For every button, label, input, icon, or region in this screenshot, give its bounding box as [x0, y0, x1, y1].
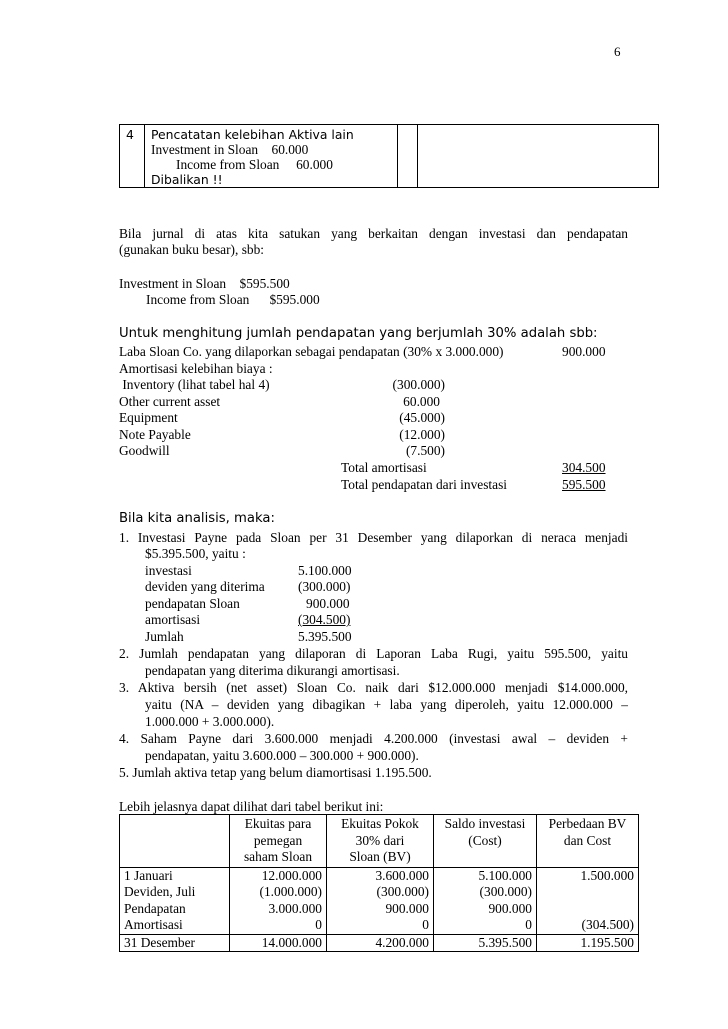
analysis-item: yaitu (NA – deviden yang dibagikan + laba yang diperoleh, yaitu 12.000.000 –	[145, 697, 628, 712]
table-row-total	[120, 934, 639, 952]
journal-title: Pencatatan kelebihan Aktiva lain	[151, 127, 354, 142]
cell-value: 0	[434, 917, 537, 934]
row-label: Amortisasi	[120, 917, 230, 934]
analysis-item: 2. Jumlah pendapatan yang dilaporan di Laporan Laba Rugi, yaitu 595.500, yaitu	[119, 646, 628, 661]
calc-item-label: Inventory (lihat tabel hal 4)	[119, 377, 270, 392]
analysis-item: pendapatan, yaitu 3.600.000 – 300.000 + 900.000).	[145, 748, 419, 763]
summary-table	[119, 814, 639, 952]
calc-amort-label: Amortisasi kelebihan biaya :	[119, 361, 273, 376]
table-divider	[417, 125, 418, 187]
cell-value	[537, 901, 639, 918]
entry-debit: Investment in Sloan $595.500	[119, 276, 290, 291]
entry-credit: Income from Sloan $595.000	[146, 292, 320, 307]
journal-number: 4	[126, 127, 134, 142]
header-cell: Perbedaan BV dan Cost	[537, 815, 639, 868]
breakdown-label: pendapatan Sloan	[145, 596, 240, 611]
cell-value: 1.195.500	[537, 934, 639, 952]
cell-value: (300.000)	[434, 884, 537, 901]
cell-value: 5.100.000	[434, 867, 537, 884]
analysis-item: 1. Investasi Payne pada Sloan per 31 Desember yang dilaporkan di neraca menjadi	[119, 530, 628, 545]
table-header-row	[120, 815, 639, 868]
cell-value: 3.600.000	[327, 867, 434, 884]
breakdown-label: investasi	[145, 563, 192, 578]
cell-value: 1.500.000	[537, 867, 639, 884]
analysis-item: 1.000.000 + 3.000.000).	[145, 714, 275, 729]
cell-value: 12.000.000	[230, 867, 327, 884]
calc-heading: Untuk menghitung jumlah pendapatan yang berjumlah 30% adalah sbb:	[119, 326, 598, 341]
analysis-item: 5. Jumlah aktiva tetap yang belum diamortisasi 1.195.500.	[119, 765, 432, 780]
cell-value: 0	[327, 917, 434, 934]
cell-value	[537, 884, 639, 901]
cell-value: 5.395.500	[434, 934, 537, 952]
cell-value: (300.000)	[327, 884, 434, 901]
calc-laba-label: Laba Sloan Co. yang dilaporkan sebagai pendapatan (30% x 3.000.000)	[119, 344, 504, 359]
breakdown-label: amortisasi	[145, 612, 201, 627]
calc-item-value: (45.000)	[399, 410, 445, 425]
analysis-item: pendapatan yang diterima dikurangi amortisasi.	[145, 663, 400, 678]
total-amort-value: 304.500	[562, 460, 606, 475]
calc-item-label: Equipment	[119, 410, 178, 425]
analysis-item: $5.395.500, yaitu :	[145, 546, 246, 561]
row-label: 31 Desember	[120, 934, 230, 952]
journal-credit: Income from Sloan 60.000	[176, 157, 333, 172]
table-divider	[397, 125, 398, 187]
calc-item-value: (7.500)	[405, 443, 445, 458]
total-income-label: Total pendapatan dari investasi	[341, 477, 508, 492]
calc-item-label: Goodwill	[119, 443, 170, 458]
cell-value: 0	[230, 917, 327, 934]
breakdown-label: deviden yang diterima	[145, 579, 265, 594]
journal-note: Dibalikan !!	[151, 172, 223, 187]
breakdown-value: 5.100.000	[298, 563, 352, 578]
table-row	[120, 917, 639, 934]
cell-value: 4.200.000	[327, 934, 434, 952]
cell-value: 3.000.000	[230, 901, 327, 918]
cell-value: 900.000	[434, 901, 537, 918]
breakdown-label: Jumlah	[145, 629, 184, 644]
cell-value: 14.000.000	[230, 934, 327, 952]
breakdown-value: 900.000	[306, 596, 350, 611]
calc-item-value: 60.000	[403, 394, 440, 409]
table-divider	[144, 125, 145, 187]
calc-item-label: Note Payable	[119, 427, 191, 442]
breakdown-value: (304.500)	[298, 612, 351, 627]
total-income-value: 595.500	[562, 477, 606, 492]
analysis-item: 3. Aktiva bersih (net asset) Sloan Co. naik dari $12.000.000 menjadi $14.000.000,	[119, 680, 628, 695]
calc-item-value: (12.000)	[399, 427, 445, 442]
breakdown-value: (300.000)	[298, 579, 351, 594]
header-cell: Saldo investasi (Cost)	[434, 815, 537, 868]
journal-table	[119, 124, 659, 188]
calc-item-label: Other current asset	[119, 394, 221, 409]
table-intro: Lebih jelasnya dapat dilihat dari tabel berikut ini:	[119, 799, 384, 814]
row-label: Pendapatan	[120, 901, 230, 918]
total-amort-label: Total amortisasi	[341, 460, 427, 475]
cell-value: (304.500)	[537, 917, 639, 934]
analysis-item: 4. Saham Payne dari 3.600.000 menjadi 4.200.000 (investasi awal – deviden +	[119, 731, 628, 746]
table-row	[120, 901, 639, 918]
header-cell	[120, 815, 230, 868]
paragraph-line: (gunakan buku besar), sbb:	[119, 242, 265, 257]
cell-value: (1.000.000)	[230, 884, 327, 901]
breakdown-value: 5.395.500	[298, 629, 352, 644]
row-label: Deviden, Juli	[120, 884, 230, 901]
paragraph-line: Bila jurnal di atas kita satukan yang berkaitan dengan investasi dan pendapatan	[119, 226, 628, 241]
row-label: 1 Januari	[120, 867, 230, 884]
analysis-heading: Bila kita analisis, maka:	[119, 511, 275, 526]
table-row	[120, 867, 639, 884]
header-cell: Ekuitas Pokok 30% dari Sloan (BV)	[327, 815, 434, 868]
page-number: 6	[614, 44, 621, 59]
header-cell: Ekuitas para pemegan saham Sloan	[230, 815, 327, 868]
table-row	[120, 884, 639, 901]
journal-debit: Investment in Sloan 60.000	[151, 142, 309, 157]
cell-value: 900.000	[327, 901, 434, 918]
calc-item-value: (300.000)	[392, 377, 445, 392]
calc-laba-value: 900.000	[562, 344, 606, 359]
